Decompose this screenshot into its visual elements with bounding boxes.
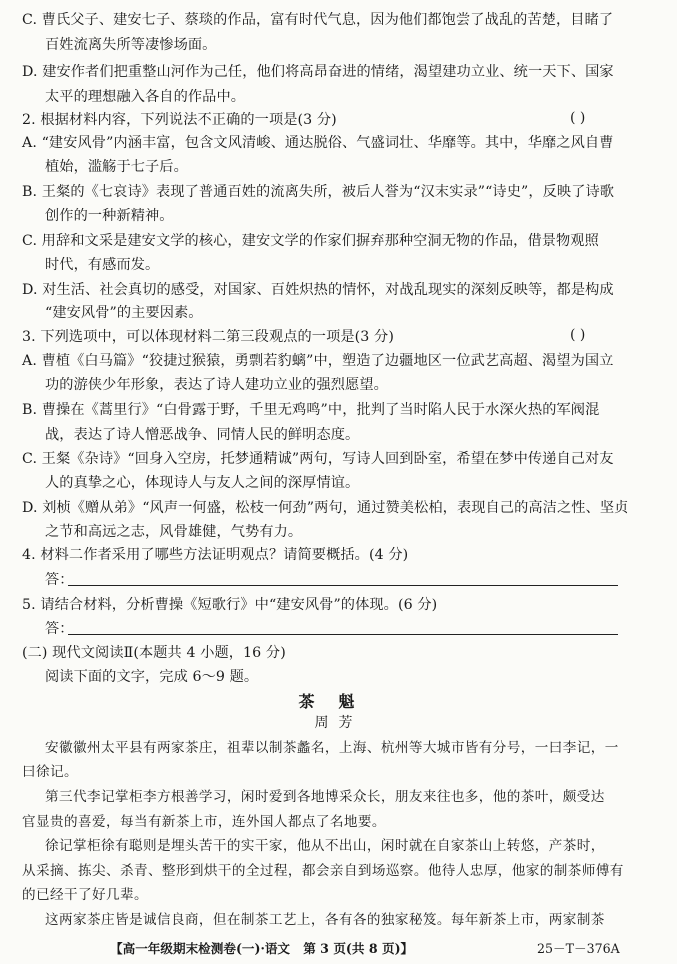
story-paragraph-1-cont: 曰徐记。	[22, 764, 78, 780]
q1-option-c-cont: 百姓流离失所等凄惨场面。	[45, 37, 217, 53]
story-paragraph-2-cont: 官显贵的喜爱，每当有新茶上市，连外国人都点了名地要。	[22, 814, 386, 830]
q3-stem: 3. 下列选项中，可以体现材料二第三段观点的一项是(3 分)	[22, 329, 394, 345]
q2-option-a-cont: 植始，滥觞于七子后。	[45, 159, 188, 175]
footer-page-number: 第 3 页(共 8 页)】	[303, 941, 414, 956]
q2-option-c: C. 用辞和文采是建安文学的核心，建安文学的作家们摒弃那种空洞无物的作品，借景物观照	[22, 233, 599, 249]
q3-answer-bracket[interactable]: ( )	[570, 327, 586, 343]
q5-stem: 5. 请结合材料，分析曹操《短歌行》中“建安风骨”的体现。(6 分)	[22, 597, 438, 613]
story-paragraph-4: 这两家茶庄皆是诚信良商，但在制茶工艺上，各有各的独家秘笈。每年新茶上市，两家制茶	[45, 912, 605, 928]
q2-option-d-cont: “建安风骨”的主要因素。	[45, 305, 203, 321]
story-paragraph-3: 徐记掌柜徐有聪则是埋头苦干的实干家，他从不出山，闲时就在自家茶山上转悠，产茶时，	[45, 838, 605, 854]
q3-option-b-cont: 战，表达了诗人憎恶战争、同情人民的鲜明态度。	[45, 427, 360, 443]
footer-exam-title: 【高一年级期末检测卷(一)·语文 第 3 页(共 8 页)】	[110, 941, 414, 956]
q4-answer-label: 答：	[45, 572, 74, 588]
q4-answer-line[interactable]	[68, 585, 618, 586]
q5-answer-label: 答：	[45, 621, 74, 637]
q3-option-d: D. 刘桢《赠从弟》“风声一何盛，松枝一何劲”两句，通过赞美松柏，表现自己的高洁之性、坚贞	[22, 500, 629, 516]
story-paragraph-3-cont: 从采摘、拣尖、杀青、整形到烘干的全过程，都会亲自到场巡察。他待人忠厚，他家的制茶师傅有	[22, 863, 624, 879]
q2-option-d: D. 对生活、社会真切的感受，对国家、百姓炽热的情怀，对战乱现实的深刻反映等，都是构成	[22, 282, 614, 298]
q1-option-d: D. 建安作者们把重整山河作为己任，他们将高昂奋进的情绪，渴望建功立业、统一天下、国家	[22, 64, 614, 80]
q1-option-c: C. 曹氏父子、建安七子、蔡琰的作品，富有时代气息，因为他们都饱尝了战乱的苦楚，目睹了	[22, 12, 614, 28]
section-heading: (二) 现代文阅读Ⅱ(本题共 4 小题，16 分)	[22, 645, 286, 661]
story-paragraph-3-cont2: 的已经干了好几辈。	[22, 887, 148, 903]
q3-option-c-cont: 人的真挚之心，体现诗人与友人之间的深厚情谊。	[45, 475, 360, 491]
q3-option-d-cont: 之节和高远之志，风骨雄健，气势有力。	[45, 524, 303, 540]
q2-option-b: B. 王粲的《七哀诗》表现了普通百姓的流离失所，被后人誉为“汉末实录”“诗史”，反映了诗歌	[22, 184, 615, 200]
story-paragraph-2: 第三代李记掌柜李方根善学习，闲时爱到各地博采众长，朋友来往也多，他的茶叶，颇受达	[45, 789, 605, 805]
q3-option-c: C. 王粲《杂诗》“回身入空房，托梦通精诚”两句，写诗人回到卧室，希望在梦中传递自己对友	[22, 451, 614, 467]
q3-option-a: A. 曹植《白马篇》“狡捷过猴猿，勇剽若豹螭”中，塑造了边疆地区一位武艺高超、渴望为国立	[22, 353, 614, 369]
q2-option-b-cont: 创作的一种新精神。	[45, 208, 174, 224]
q3-option-a-cont: 功的游侠少年形象，表达了诗人建功立业的强烈愿望。	[45, 377, 388, 393]
q2-stem: 2. 根据材料内容，下列说法不正确的一项是(3 分)	[22, 112, 337, 128]
story-title: 茶魁	[298, 692, 379, 711]
q4-stem: 4. 材料二作者采用了哪些方法证明观点？请简要概括。(4 分)	[22, 547, 409, 563]
q2-option-a: A. “建安风骨”内涵丰富，包含文风清峻、通达脱俗、气盛词壮、华靡等。其中，华靡之风自曹	[22, 135, 614, 151]
q3-option-b: B. 曹操在《蒿里行》“白骨露于野，千里无鸡鸣”中，批判了当时陷人民于水深火热的军阀混	[22, 402, 600, 418]
reading-instruction: 阅读下面的文字，完成 6～9 题。	[45, 669, 259, 685]
q2-answer-bracket[interactable]: ( )	[570, 110, 586, 126]
story-author: 周芳	[314, 715, 363, 731]
q5-answer-line[interactable]	[68, 634, 618, 635]
q1-option-d-cont: 太平的理想融入各自的作品中。	[45, 89, 246, 105]
story-paragraph-1: 安徽徽州太平县有两家茶庄，祖辈以制茶蠡名，上海、杭州等大城市皆有分号，一曰李记，一	[45, 740, 619, 756]
q2-option-c-cont: 时代，有感而发。	[45, 257, 160, 273]
footer-code: 25－T－376A	[537, 941, 620, 956]
